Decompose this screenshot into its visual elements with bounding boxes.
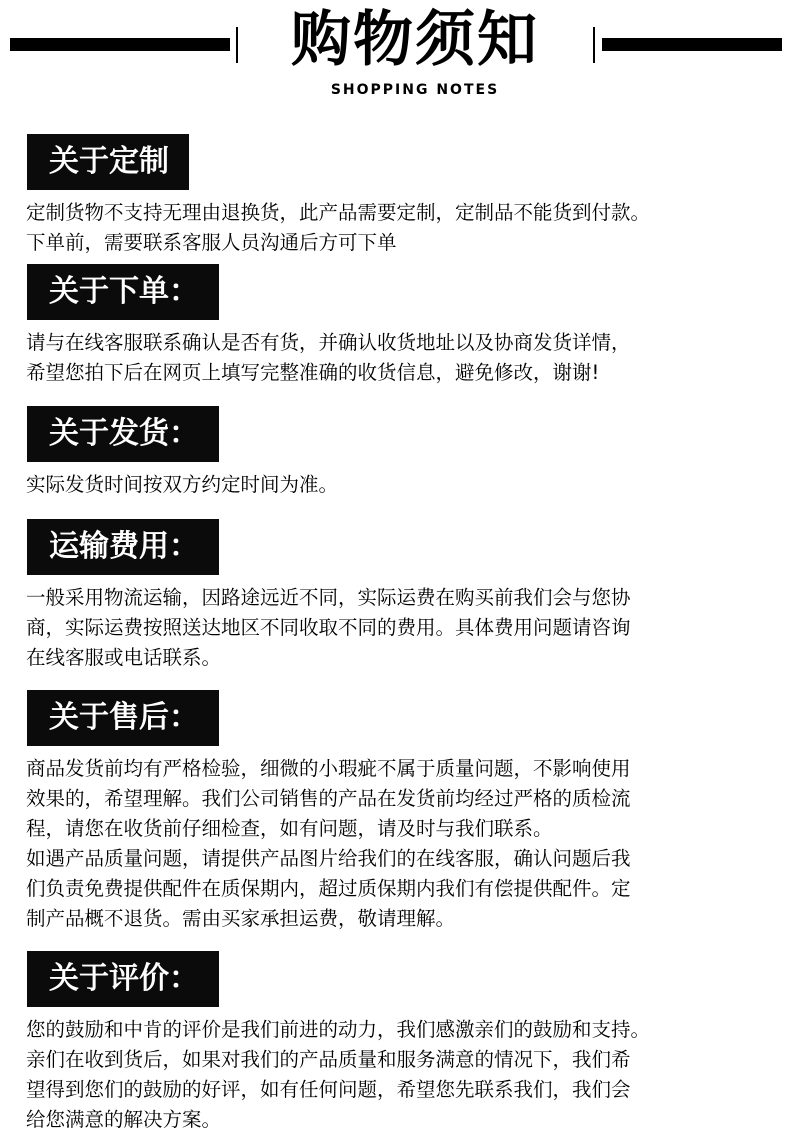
text-line: 希望您拍下后在网页上填写完整准确的收货信息，避免修改，谢谢!: [26, 361, 600, 384]
section-text-ordering: [26, 328, 770, 388]
text-line: 效果的，希望理解。我们公司销售的产品在发货前均经过严格的质检流: [26, 787, 631, 810]
text-line: 亲们在收到货后，如果对我们的产品质量和服务满意的情况下，我们希: [26, 1048, 631, 1071]
left-divider-tick: [236, 27, 238, 63]
text-line: 给您满意的解决方案。: [26, 1108, 222, 1131]
section-text-after-sales: [26, 754, 770, 934]
left-divider-bar: [10, 38, 230, 51]
text-line: 程，请您在收货前仔细检查，如有问题，请及时与我们联系。: [26, 817, 553, 840]
text-line: 实际发货时间按双方约定时间为准。: [26, 473, 339, 496]
section-text-shipping: [26, 470, 770, 500]
text-line: 您的鼓励和中肯的评价是我们前进的动力，我们感激亲们的鼓励和支持。: [26, 1018, 651, 1041]
text-line: 商品发货前均有严格检验，细微的小瑕疵不属于质量问题，不影响使用: [26, 757, 631, 780]
right-divider-tick: [593, 27, 595, 63]
text-line: 一般采用物流运输，因路途远近不同，实际运费在购买前我们会与您协: [26, 586, 631, 609]
text-line: 定制货物不支持无理由退换货，此产品需要定制，定制品不能货到付款。: [26, 201, 651, 224]
text-line: 下单前，需要联系客服人员沟通后方可下单: [26, 231, 397, 254]
section-text-reviews: [26, 1015, 770, 1135]
page-subtitle: SHOPPING NOTES: [330, 82, 500, 98]
page-title: 购物须知: [291, 5, 539, 75]
section-label-reviews: 关于评价：: [27, 951, 219, 1007]
section-text-custom: [26, 198, 770, 258]
text-line: 在线客服或电话联系。: [26, 646, 222, 669]
right-divider-bar: [602, 38, 782, 51]
section-label-ordering: 关于下单：: [27, 264, 219, 320]
text-line: 制产品概不退货。需由买家承担运费，敬请理解。: [26, 907, 456, 930]
page-header: [0, 0, 790, 110]
text-line: 请与在线客服联系确认是否有货，并确认收货地址以及协商发货详情，: [26, 331, 631, 354]
section-text-freight: [26, 583, 770, 673]
text-line: 们负责免费提供配件在质保期内，超过质保期内我们有偿提供配件。定: [26, 877, 631, 900]
text-line: 商，实际运费按照送达地区不同收取不同的费用。具体费用问题请咨询: [26, 616, 631, 639]
section-label-freight: 运输费用：: [27, 519, 219, 575]
text-line: 如遇产品质量问题，请提供产品图片给我们的在线客服，确认问题后我: [26, 847, 631, 870]
section-label-shipping: 关于发货：: [27, 406, 219, 462]
section-label-custom: 关于定制: [27, 134, 189, 190]
section-label-after-sales: 关于售后：: [27, 690, 219, 746]
text-line: 望得到您们的鼓励的好评，如有任何问题，希望您先联系我们，我们会: [26, 1078, 631, 1101]
